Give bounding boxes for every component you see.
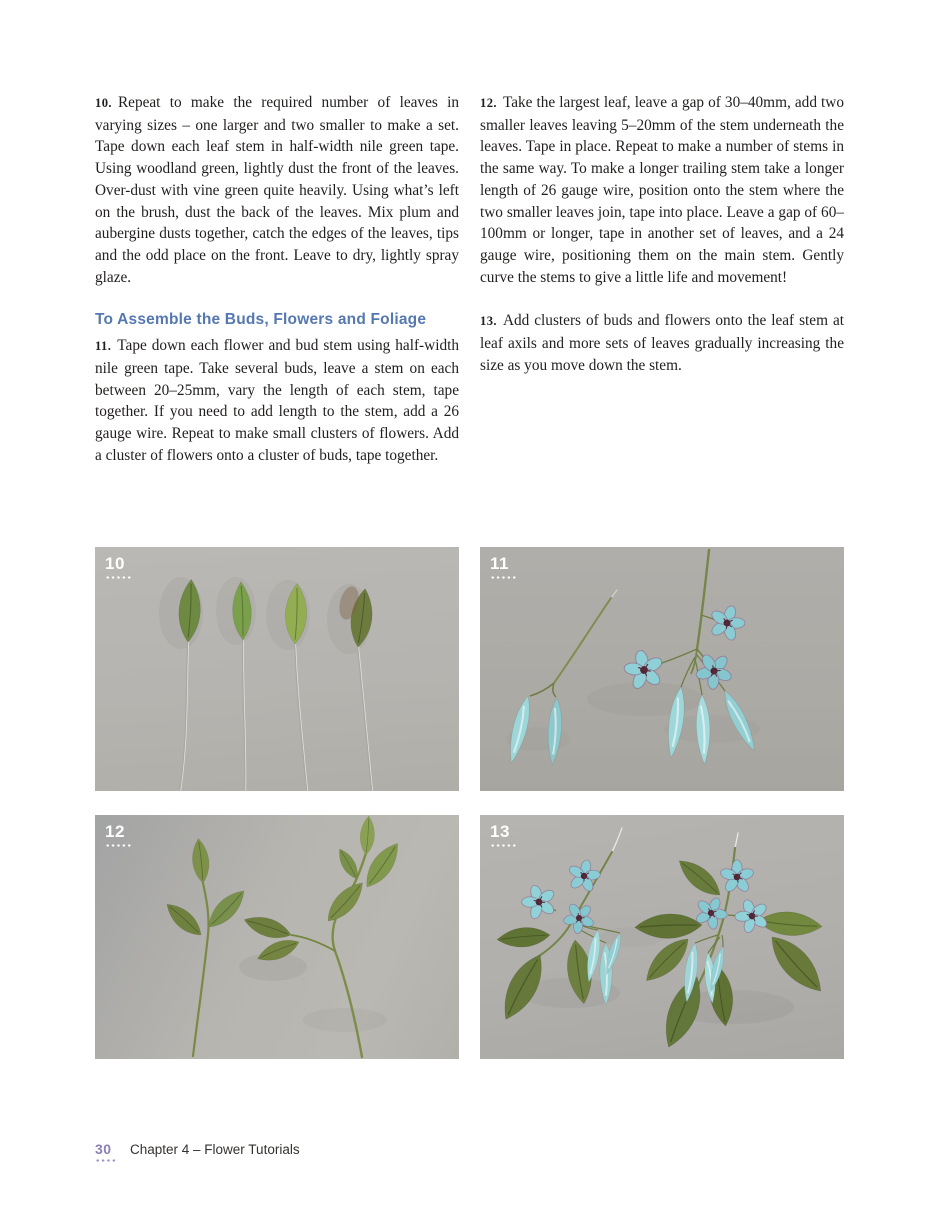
step-11-number: 11.	[95, 339, 112, 354]
leaf-stems-photo	[95, 815, 459, 1059]
figure-photo-12	[95, 815, 459, 1059]
photo-label-11	[490, 555, 517, 579]
finished-sprays-photo	[480, 815, 844, 1059]
step-10-text: Repeat to make the required number of leaves in varying sizes – one larger and two smaller to make a set. Tape down each leaf stem in half-width nile green tape. Using woodland green, lightly dust the front of the leaves. Over-dust with vine green quite heavily. Using what’s left on the brush, dust the back of the leaves. Mix plum and aubergine dusts together, catch the edges of the leaves, tips and the odd place on the front. Leave to dry, lightly spray glaze.	[95, 94, 459, 286]
left-column	[95, 92, 459, 467]
figure-photo-11	[480, 547, 844, 791]
photo-label-11-number: 11	[490, 554, 509, 573]
step-10-paragraph	[95, 92, 459, 288]
dotted-underline	[490, 576, 517, 579]
dotted-underline	[490, 844, 517, 847]
step-13-paragraph	[480, 310, 844, 376]
step-12-text: Take the largest leaf, leave a gap of 30–40mm, add two smaller leaves leaving 5–20mm of the stem underneath the leaves. Tape in place. Repeat to make a number of stems in the same way. To make a longer trailing stem take a longer length of 26 gauge wire, position onto the stem where the two smaller leaves join, tape into place. Leave a gap of 60–100mm or longer, tape in another set of leaves, and a 24 gauge wire, positioning them on the main stem. Gently curve the stems to give a little life and movement!	[480, 94, 844, 286]
leaves-on-wires-photo	[95, 547, 459, 791]
step-11-text: Tape down each flower and bud stem using half-width nile green tape. Take several buds, leave a stem on each between 20–25mm, vary the length of each stem, tape together. If you need to add length to the stem, add a 26 gauge wire. Repeat to make small clusters of flowers. Add a cluster of flowers onto a cluster of buds, tape together.	[95, 337, 459, 464]
page-number: 30	[95, 1141, 112, 1157]
figure-photo-10	[95, 547, 459, 791]
section-heading: To Assemble the Buds, Flowers and Foliage	[95, 311, 427, 329]
step-11-paragraph	[95, 335, 459, 466]
photo-label-10-number: 10	[105, 554, 125, 573]
page-number-block	[95, 1141, 117, 1162]
photo-label-12	[105, 823, 132, 847]
right-column	[480, 92, 844, 376]
photo-label-10	[105, 555, 132, 579]
photo-label-12-number: 12	[105, 822, 125, 841]
photo-label-13	[490, 823, 517, 847]
step-12-number: 12.	[480, 96, 497, 110]
step-13-number: 13.	[480, 314, 497, 329]
dotted-underline	[105, 844, 132, 847]
figure-photo-13	[480, 815, 844, 1059]
page-footer	[95, 1141, 300, 1162]
chapter-title: Chapter 4 – Flower Tutorials	[130, 1142, 300, 1157]
photo-label-13-number: 13	[490, 822, 510, 841]
bud-flower-clusters-photo	[480, 547, 844, 791]
dotted-underline	[105, 576, 132, 579]
dotted-underline	[95, 1159, 117, 1162]
step-12-paragraph	[480, 92, 844, 288]
step-13-text: Add clusters of buds and flowers onto the leaf stem at leaf axils and more sets of leaves gradually increasing the size as you move down the stem.	[480, 312, 844, 374]
step-10-number: 10.	[95, 96, 112, 110]
